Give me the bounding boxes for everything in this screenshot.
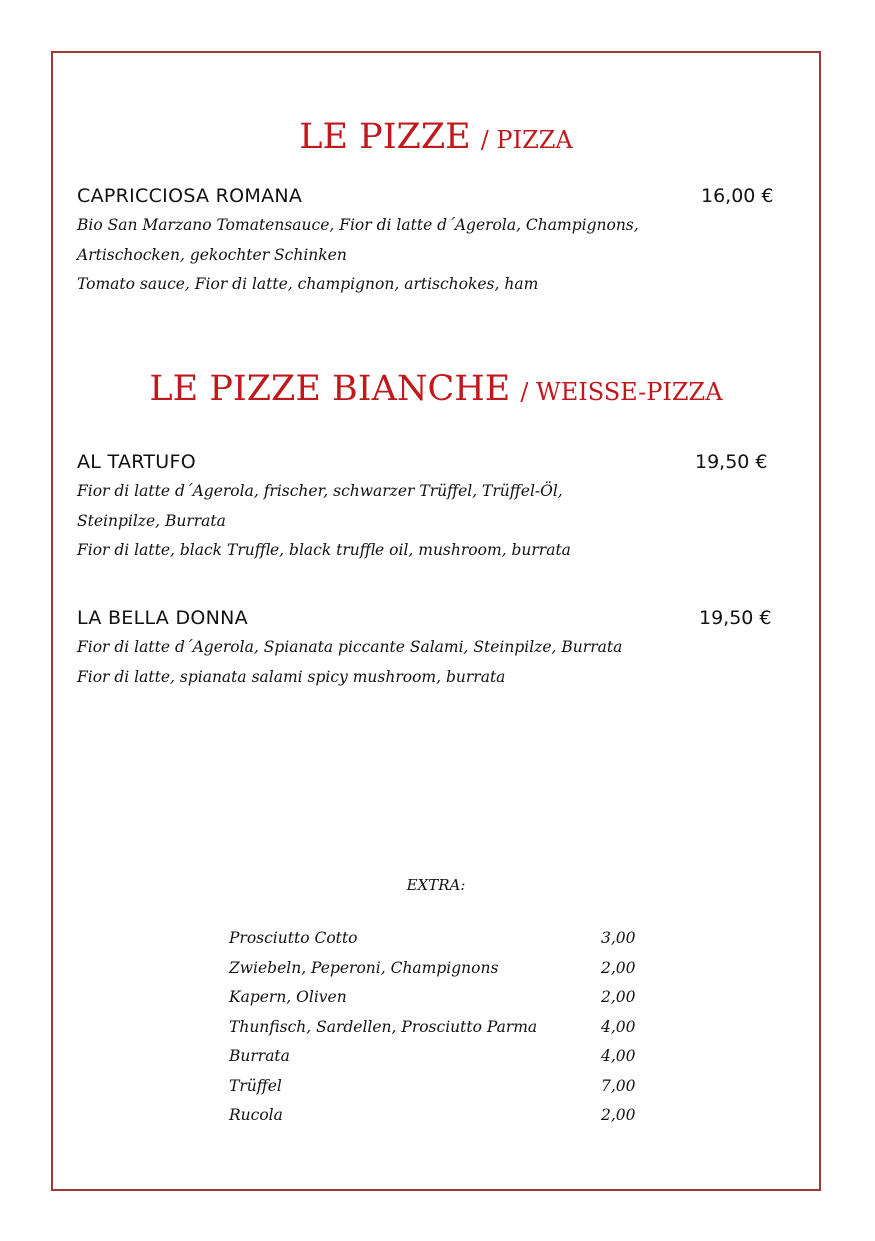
extra-name: Kapern, Oliven bbox=[229, 988, 347, 1006]
item-name: LA BELLA DONNA bbox=[77, 607, 248, 629]
extra-price: 2,00 bbox=[601, 988, 636, 1006]
extras-list bbox=[229, 929, 659, 1136]
extra-row bbox=[229, 1018, 659, 1048]
section-title-main: LE PIZZE bbox=[299, 117, 471, 157]
item-name: CAPRICCIOSA ROMANA bbox=[77, 185, 303, 207]
item-description-line: Fior di latte, black Truffle, black truffle oil, mushroom, burrata bbox=[77, 541, 571, 559]
extra-name: Zwiebeln, Peperoni, Champignons bbox=[229, 958, 499, 977]
extra-row bbox=[229, 929, 659, 959]
item-description-line: Fior di latte d´Agerola, frischer, schwarzer Trüffel, Trüffel-Öl, bbox=[77, 482, 563, 500]
item-description-line: Bio San Marzano Tomatensauce, Fior di latte d´Agerola, Champignons, bbox=[77, 216, 639, 234]
extra-name: Thunfisch, Sardellen, Prosciutto Parma bbox=[229, 1017, 538, 1036]
menu-item-capricciosa bbox=[77, 185, 774, 300]
extra-price: 7,00 bbox=[601, 1076, 636, 1095]
extra-title: EXTRA: bbox=[406, 876, 466, 894]
item-description-line: Artischocken, gekochter Schinken bbox=[77, 245, 347, 264]
extra-name: Trüffel bbox=[229, 1076, 282, 1095]
menu-item-al-tartufo bbox=[77, 451, 767, 566]
item-description-line: Fior di latte, spianata salami spicy mushroom, burrata bbox=[77, 667, 506, 686]
section-title-sub: / WEISSE-PIZZA bbox=[520, 378, 723, 406]
extra-row bbox=[229, 1047, 659, 1077]
extra-row bbox=[229, 959, 659, 989]
section-title-bianche bbox=[53, 369, 819, 409]
extra-name: Burrata bbox=[229, 1047, 290, 1065]
extra-name: Rucola bbox=[229, 1106, 283, 1124]
item-price: 19,50 € bbox=[695, 451, 768, 473]
item-price: 16,00 € bbox=[701, 185, 774, 207]
item-description-line: Fior di latte d´Agerola, Spianata piccante Salami, Steinpilze, Burrata bbox=[77, 638, 623, 656]
extra-price: 2,00 bbox=[601, 1106, 636, 1124]
extra-name: Prosciutto Cotto bbox=[229, 929, 358, 947]
menu-item-la-bella-donna bbox=[77, 607, 772, 692]
extra-price: 4,00 bbox=[601, 1017, 636, 1036]
item-name: AL TARTUFO bbox=[77, 451, 196, 473]
section-title-sub: / PIZZA bbox=[480, 126, 573, 154]
item-description-line: Steinpilze, Burrata bbox=[77, 511, 226, 530]
extra-row bbox=[229, 988, 659, 1018]
extra-row bbox=[229, 1077, 659, 1107]
item-description-line: Tomato sauce, Fior di latte, champignon, artischokes, ham bbox=[77, 275, 539, 293]
extra-price: 2,00 bbox=[601, 958, 636, 977]
menu-frame bbox=[51, 51, 821, 1191]
extra-row bbox=[229, 1106, 659, 1136]
section-title-main: LE PIZZE BIANCHE bbox=[149, 369, 511, 409]
extra-price: 4,00 bbox=[601, 1047, 636, 1065]
section-title-pizze bbox=[53, 117, 819, 157]
extra-price: 3,00 bbox=[601, 929, 636, 947]
item-price: 19,50 € bbox=[699, 607, 772, 629]
